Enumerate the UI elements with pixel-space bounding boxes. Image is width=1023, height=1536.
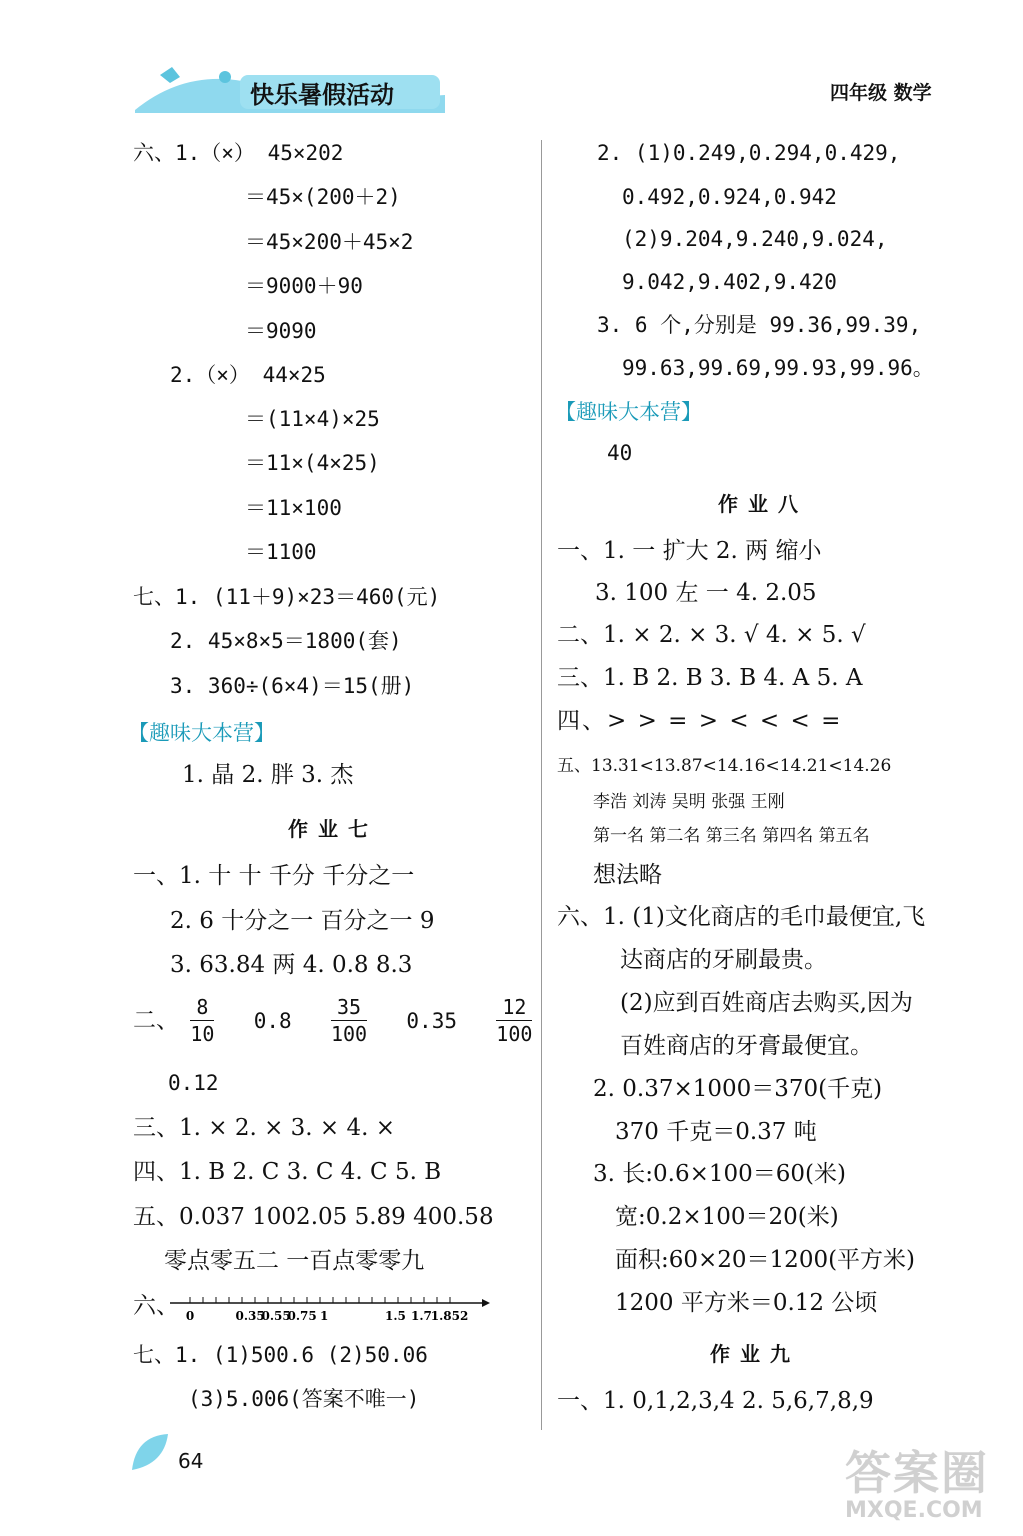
number-line-label: 1.7 <box>411 1309 432 1323</box>
left-line: ＝45×200＋45×2 <box>245 230 414 254</box>
left-line: 1. 晶 2. 胖 3. 杰 <box>182 762 354 788</box>
left-line: 零点零五二 一百点零零九 <box>164 1248 425 1274</box>
right-line: (2)应到百姓商店去购买,因为 <box>620 990 913 1016</box>
right-line: 百姓商店的牙膏最便宜。 <box>620 1033 873 1059</box>
left-line: ＝45×(200＋2) <box>245 185 401 209</box>
right-line: (2)9.204,9.240,9.024, <box>622 227 888 251</box>
column-divider <box>541 140 542 1430</box>
right-line: 40 <box>607 441 633 465</box>
fun-section-title: 【趣味大本营】 <box>555 400 702 424</box>
left-line: 3. 360÷(6×4)＝15(册) <box>170 674 415 698</box>
right-line: 面积:60×20＝1200(平方米) <box>615 1247 916 1273</box>
section-title-8: 作业八 <box>718 492 808 516</box>
fraction <box>190 994 214 1047</box>
number-line-label: 0.35 <box>235 1309 265 1323</box>
right-line: 2. 0.37×1000＝370(千克) <box>593 1076 883 1102</box>
fraction-numerator: 8 <box>190 994 214 1021</box>
right-line: 宽:0.2×100＝20(米) <box>615 1204 839 1230</box>
left-line: 五、0.037 1002.05 5.89 400.58 <box>133 1204 494 1230</box>
fun-section-title: 【趣味大本营】 <box>128 721 275 745</box>
right-line: 9.042,9.402,9.420 <box>622 270 837 294</box>
right-line: 一、1. 一 扩大 2. 两 缩小 <box>557 538 822 564</box>
left-line: 六、1.（×） 45×202 <box>133 141 344 165</box>
left-line: 3. 63.84 两 4. 0.8 8.3 <box>170 952 413 978</box>
right-line: 六、1. (1)文化商店的毛巾最便宜,飞 <box>557 904 926 930</box>
right-line: 2. (1)0.249,0.294,0.429, <box>597 141 901 165</box>
header-title: 快乐暑假活动 <box>250 81 394 109</box>
fraction-numerator: 35 <box>331 994 367 1021</box>
decimal-value: 0.35 <box>406 1008 457 1033</box>
fraction-denominator: 10 <box>190 1022 215 1046</box>
left-line: 七、1. (11＋9)×23＝460(元) <box>133 585 441 609</box>
number-line-label: 0.75 <box>287 1309 317 1323</box>
right-line: 3. 100 左 一 4. 2.05 <box>595 580 817 606</box>
right-line: 0.492,0.924,0.942 <box>622 185 837 209</box>
watermark-logo-text: 答案圈 <box>845 1446 989 1500</box>
fraction-row-prefix: 二、 <box>133 1007 179 1034</box>
right-line: 五、13.31<13.87<14.16<14.21<14.26 <box>557 756 892 776</box>
fraction-row <box>133 994 536 1054</box>
right-line: 3. 长:0.6×100＝60(米) <box>593 1161 846 1187</box>
right-line: 370 千克＝0.37 吨 <box>615 1119 817 1145</box>
page-number: 64 <box>178 1449 204 1473</box>
left-line: ＝(11×4)×25 <box>245 407 380 431</box>
right-line: 一、1. 0,1,2,3,4 2. 5,6,7,8,9 <box>557 1388 874 1414</box>
left-line: ＝11×(4×25) <box>245 451 380 475</box>
section-title-9: 作业九 <box>710 1342 800 1366</box>
fraction <box>496 994 532 1047</box>
right-line: 四、> > = > < < < = <box>557 708 843 734</box>
left-line: ＝9090 <box>245 319 317 343</box>
left-line: ＝9000＋90 <box>245 274 363 298</box>
right-line: 三、1. B 2. B 3. B 4. A 5. A <box>557 665 863 691</box>
fraction <box>331 994 367 1047</box>
left-line: ＝11×100 <box>245 496 342 520</box>
right-line: 99.63,99.69,99.93,99.96。 <box>622 356 934 380</box>
right-line: 1200 平方米＝0.12 公顷 <box>615 1290 878 1316</box>
right-line: 二、1. × 2. × 3. √ 4. × 5. √ <box>557 622 866 648</box>
left-line: 四、1. B 2. C 3. C 4. C 5. B <box>133 1159 442 1185</box>
left-line: 七、1. (1)500.6 (2)50.06 <box>133 1343 428 1367</box>
right-line: 第一名 第二名 第三名 第四名 第五名 <box>593 826 870 846</box>
leaf-icon <box>128 1430 172 1474</box>
left-line: 2.（×） 44×25 <box>170 363 326 387</box>
grade-subject: 四年级 数学 <box>830 82 932 104</box>
number-line-label: 1.852 <box>430 1309 469 1323</box>
right-line: 3. 6 个,分别是 99.36,99.39, <box>597 313 922 337</box>
left-line: 一、1. 十 十 千分 千分之一 <box>133 863 415 889</box>
left-line: 0.12 <box>168 1071 219 1095</box>
watermark-url: MXQE.COM <box>845 1498 983 1523</box>
right-line: 想法略 <box>593 862 662 888</box>
number-line-label: 0.55 <box>261 1309 291 1323</box>
left-line: 2. 6 十分之一 百分之一 9 <box>170 908 435 934</box>
fraction-denominator: 100 <box>496 1022 533 1046</box>
left-line: (3)5.006(答案不唯一) <box>188 1387 420 1411</box>
number-line-label: 0 <box>185 1309 195 1323</box>
fraction-denominator: 100 <box>330 1022 368 1046</box>
left-line: 六、 <box>133 1293 179 1319</box>
left-line: ＝1100 <box>245 540 317 564</box>
left-line: 三、1. × 2. × 3. × 4. × <box>133 1115 396 1141</box>
watermark <box>845 1448 1015 1528</box>
number-line-label: 1 <box>320 1309 329 1323</box>
number-line-label: 1.5 <box>385 1309 406 1323</box>
decimal-value: 0.8 <box>253 1008 292 1033</box>
left-line: 2. 45×8×5＝1800(套) <box>170 629 402 653</box>
section-title-7: 作业七 <box>288 817 378 841</box>
right-line: 李浩 刘涛 吴明 张强 王刚 <box>593 792 785 812</box>
right-line: 达商店的牙刷最贵。 <box>620 947 827 973</box>
number-line <box>170 1290 490 1326</box>
fraction-numerator: 12 <box>496 994 532 1021</box>
